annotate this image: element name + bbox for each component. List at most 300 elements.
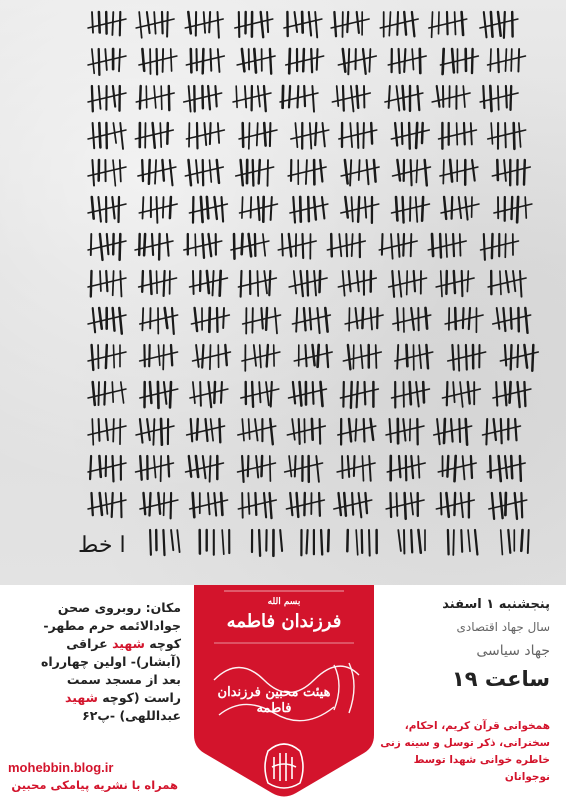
tally-mark xyxy=(365,493,367,513)
tally-mark xyxy=(443,49,444,74)
tally-mark xyxy=(139,12,142,38)
tally-mark xyxy=(164,493,165,515)
tally-mark xyxy=(189,160,192,185)
tally-mark xyxy=(310,308,311,330)
tally-mark xyxy=(418,456,419,478)
tally-mark xyxy=(404,12,406,35)
tally-row xyxy=(88,197,532,223)
tally-mark xyxy=(399,456,400,477)
tally-mark xyxy=(92,345,94,370)
tally-mark xyxy=(350,160,351,186)
tally-mark xyxy=(503,308,505,331)
tally-mark xyxy=(494,419,496,440)
tally-mark xyxy=(257,271,258,296)
tally-mark xyxy=(289,456,291,477)
tally-mark xyxy=(150,382,152,403)
tally-mark xyxy=(93,123,95,148)
tally-mark xyxy=(369,49,370,72)
tally-mark xyxy=(475,530,477,555)
emblem-main-calligraphy: هیئت محبین فرزندان فاطمه xyxy=(204,685,344,717)
tally-mark xyxy=(119,197,120,222)
tally-mark xyxy=(193,493,195,517)
tally-mark xyxy=(121,382,124,403)
tally-row xyxy=(88,493,527,519)
tally-mark xyxy=(358,123,359,148)
tally-mark xyxy=(517,197,518,222)
tally-strike xyxy=(331,19,369,28)
tally-mark xyxy=(348,345,351,369)
tally-mark xyxy=(452,49,454,72)
tally-mark xyxy=(191,49,192,72)
tally-mark xyxy=(446,493,448,517)
tally-mark xyxy=(342,456,343,478)
tally-mark xyxy=(327,345,329,367)
tally-mark xyxy=(270,493,272,518)
tally-mark xyxy=(140,86,141,109)
tally-mark xyxy=(163,345,164,370)
tally-mark xyxy=(312,86,314,112)
event-date: پنجشنبه ۱ اسفند xyxy=(380,597,550,612)
tally-mark xyxy=(411,160,412,185)
tally-mark xyxy=(419,345,421,368)
tally-mark xyxy=(345,160,348,184)
tally-mark xyxy=(504,160,506,181)
tally-mark xyxy=(511,308,512,329)
blog-url-link[interactable]: mohebbin.blog.ir xyxy=(8,760,178,775)
tally-mark xyxy=(163,530,164,555)
tally-mark xyxy=(119,308,122,334)
tally-mark xyxy=(223,308,224,328)
tally-mark xyxy=(468,382,470,404)
tally-mark xyxy=(371,308,373,330)
tally-mark xyxy=(520,271,522,297)
tally-mark xyxy=(239,12,240,37)
tally-mark xyxy=(390,419,391,442)
tally-mark xyxy=(217,160,219,183)
tally-mark xyxy=(208,86,210,109)
tally-mark xyxy=(409,123,410,149)
event-info-section xyxy=(0,585,566,800)
tally-mark xyxy=(455,308,456,329)
tagline: همراه با نشریه پیامکی محبین xyxy=(8,778,178,792)
tally-mark xyxy=(242,419,244,441)
tally-mark xyxy=(188,12,191,33)
tally-mark xyxy=(397,160,400,181)
tally-mark xyxy=(525,197,526,218)
tally-mark xyxy=(315,123,316,145)
tally-mark xyxy=(143,197,144,219)
tally-mark xyxy=(439,12,440,34)
tally-mark xyxy=(331,234,332,256)
tally-mark xyxy=(498,49,499,72)
tally-mark xyxy=(113,419,114,442)
tally-mark xyxy=(321,382,323,406)
tally-mark xyxy=(371,123,372,144)
tally-mark xyxy=(202,345,203,368)
tally-mark xyxy=(177,530,179,552)
tally-mark xyxy=(236,86,237,107)
tally-row xyxy=(88,271,526,297)
location-line-3: کوچه شهید عراقی xyxy=(16,635,181,653)
tally-mark xyxy=(532,345,533,371)
tally-mark xyxy=(524,382,525,406)
tally-mark xyxy=(271,382,272,407)
tally-mark xyxy=(362,456,363,481)
tally-row xyxy=(88,160,530,186)
tally-mark xyxy=(416,160,417,183)
tally-mark xyxy=(119,49,120,71)
tally-mark xyxy=(225,345,227,365)
tally-mark xyxy=(362,530,363,553)
tally-mark xyxy=(310,123,312,149)
tally-mark xyxy=(369,456,371,481)
tally-mark xyxy=(295,123,297,147)
tally-mark xyxy=(313,345,315,365)
tally-mark xyxy=(92,49,94,73)
tally-mark xyxy=(363,49,366,74)
tally-mark xyxy=(452,197,453,219)
tally-row xyxy=(88,308,531,334)
tally-mark xyxy=(120,123,123,149)
tally-mark xyxy=(444,419,445,443)
tally-mark xyxy=(411,234,412,256)
tally-mark xyxy=(314,197,316,220)
program-line-1: همخوانی قرآن کریم، احکام، xyxy=(375,718,550,735)
tally-mark xyxy=(139,234,140,255)
tally-mark xyxy=(440,234,441,258)
tally-row xyxy=(88,234,519,260)
tally-mark xyxy=(170,382,171,408)
tally-mark xyxy=(524,160,525,185)
tally-mark xyxy=(264,86,266,111)
tally-mark xyxy=(518,382,520,407)
tally-mark xyxy=(309,12,311,36)
tally-mark xyxy=(467,271,468,292)
tally-mark xyxy=(484,12,487,37)
tally-mark xyxy=(447,382,448,405)
tally-mark xyxy=(352,197,353,222)
tally-mark xyxy=(161,456,162,481)
tally-mark xyxy=(120,271,121,297)
tally-mark xyxy=(300,197,301,222)
tally-mark xyxy=(392,271,394,297)
tally-mark xyxy=(443,160,444,184)
tally-mark xyxy=(90,456,91,479)
tally-mark xyxy=(500,271,501,294)
tally-mark xyxy=(219,419,220,442)
tally-mark xyxy=(437,86,440,107)
tally-mark xyxy=(505,493,506,515)
tally-mark xyxy=(420,49,421,73)
location-line-2: جوادالائمه حرم مطهر- xyxy=(16,617,181,635)
tally-mark xyxy=(397,493,398,516)
tally-mark xyxy=(441,493,442,515)
tally-mark xyxy=(514,123,515,149)
tally-mark xyxy=(99,86,101,109)
tally-mark xyxy=(170,160,173,185)
tally-mark xyxy=(153,419,154,445)
tally-mark xyxy=(268,160,269,186)
tally-mark xyxy=(450,160,452,182)
tally-mark xyxy=(521,493,522,517)
tally-mark xyxy=(432,12,433,37)
tally-mark xyxy=(374,160,376,182)
tally-mark xyxy=(348,49,349,74)
tally-mark xyxy=(357,271,359,291)
tally-mark xyxy=(362,308,363,328)
tally-mark xyxy=(492,493,494,519)
tally-mark xyxy=(460,234,461,256)
tally-mark xyxy=(411,456,413,478)
tally-mark xyxy=(347,530,348,551)
tally-mark xyxy=(317,308,319,333)
tally-mark xyxy=(321,530,322,555)
tally-mark xyxy=(158,382,159,408)
tally-mark xyxy=(200,382,201,406)
location-block xyxy=(16,599,181,725)
year-slogan: سال جهاد اقتصادی xyxy=(380,620,550,634)
tally-mark xyxy=(245,86,246,108)
tally-row xyxy=(88,382,531,408)
tally-mark xyxy=(269,271,270,295)
tally-mark xyxy=(167,12,168,37)
tally-mark xyxy=(339,493,341,515)
tally-mark xyxy=(441,271,442,297)
tally-mark xyxy=(344,493,346,516)
tally-mark xyxy=(157,49,158,74)
tally-mark xyxy=(283,86,284,108)
tally-mark xyxy=(511,86,512,110)
tally-mark xyxy=(365,382,366,404)
tally-mark xyxy=(140,419,143,443)
location-line-7: عبداللهی) -پ۶۲ xyxy=(16,707,181,725)
tally-mark xyxy=(168,456,169,477)
tally-mark xyxy=(320,160,322,182)
tally-mark xyxy=(423,382,424,402)
tally-mark xyxy=(163,49,164,72)
tally-mark xyxy=(491,123,492,144)
tally-mark xyxy=(113,308,115,331)
tally-mark xyxy=(511,456,512,478)
tally-mark xyxy=(99,12,100,33)
tally-mark xyxy=(496,382,497,406)
tally-mark xyxy=(92,160,94,186)
tally-mark xyxy=(402,123,403,144)
tally-mark xyxy=(448,530,449,554)
tally-mark xyxy=(352,234,353,256)
tally-mark xyxy=(525,308,527,333)
tally-mark xyxy=(242,493,243,518)
tally-mark xyxy=(275,308,277,333)
tally-mark xyxy=(249,419,250,439)
tally-mark xyxy=(497,160,498,180)
tally-mark xyxy=(351,86,354,111)
tally-mark xyxy=(171,493,172,518)
tally-mark xyxy=(376,345,377,368)
tally-mark xyxy=(251,197,252,218)
tally-row xyxy=(88,345,538,371)
tally-mark xyxy=(382,234,383,255)
tally-mark xyxy=(144,493,146,514)
tally-mark xyxy=(297,493,299,517)
tally-mark xyxy=(93,382,95,405)
tally-mark xyxy=(453,234,454,256)
tally-mark xyxy=(171,345,172,365)
tally-mark xyxy=(105,49,107,70)
tally-mark xyxy=(322,197,324,219)
tally-mark xyxy=(328,530,329,551)
tally-mark xyxy=(140,456,142,480)
location-line-4: (آبشار)- اولین چهارراه xyxy=(16,653,181,671)
tally-mark xyxy=(120,234,121,260)
tally-mark xyxy=(203,160,204,185)
tally-strike xyxy=(440,167,478,176)
tally-mark xyxy=(264,271,267,293)
tally-mark xyxy=(147,419,150,440)
tally-mark xyxy=(241,271,242,297)
tally-mark xyxy=(162,12,163,33)
tally-mark xyxy=(298,86,299,108)
tally-mark xyxy=(369,530,370,556)
tally-mark xyxy=(518,49,519,72)
tally-mark xyxy=(294,271,296,294)
tally-mark xyxy=(196,456,198,477)
tally-mark xyxy=(242,197,243,218)
tally-mark xyxy=(189,456,191,477)
tally-mark xyxy=(99,382,100,405)
tally-mark xyxy=(311,49,312,72)
tally-mark xyxy=(350,123,352,147)
tally-mark xyxy=(209,234,212,256)
tally-mark xyxy=(253,160,254,186)
tally-mark xyxy=(99,308,102,329)
tally-mark xyxy=(302,12,303,33)
tally-mark xyxy=(167,123,168,144)
tally-mark xyxy=(462,12,464,35)
tally-mark xyxy=(296,308,297,332)
tally-row xyxy=(150,530,529,556)
tally-mark xyxy=(426,345,428,368)
tally-mark xyxy=(195,234,196,256)
tally-mark xyxy=(314,271,316,295)
tally-mark xyxy=(364,419,365,442)
tally-mark xyxy=(270,123,271,146)
tally-mark xyxy=(515,493,517,519)
tally-mark xyxy=(150,271,151,294)
tally-mark xyxy=(214,197,217,219)
tally-mark xyxy=(317,49,318,70)
tally-mark xyxy=(149,160,150,184)
tally-mark xyxy=(248,456,249,476)
tally-mark xyxy=(471,123,472,144)
tally-mark xyxy=(196,345,199,367)
tally-mark xyxy=(193,271,194,294)
tally-mark xyxy=(398,530,401,551)
tally-mark xyxy=(106,493,108,514)
tally-mark xyxy=(100,271,101,291)
tally-mark xyxy=(167,234,169,256)
tally-mark xyxy=(348,456,349,477)
tally-mark xyxy=(407,345,408,366)
event-time: ساعت ۱۹ xyxy=(380,667,550,691)
tally-mark xyxy=(210,456,211,482)
tally-mark xyxy=(170,197,171,218)
tally-mark xyxy=(207,197,208,218)
tally-mark xyxy=(270,456,271,481)
tally-mark xyxy=(218,49,220,72)
tally-mark xyxy=(171,530,173,550)
tally-mark xyxy=(528,530,529,553)
tally-mark xyxy=(114,345,115,368)
tally-mark xyxy=(218,12,219,38)
tally-mark xyxy=(254,345,256,366)
tally-mark xyxy=(359,493,362,517)
tally-mark xyxy=(447,456,448,477)
tally-mark xyxy=(217,308,218,332)
tally-mark xyxy=(112,12,113,35)
tally-mark xyxy=(150,530,151,555)
tally-mark xyxy=(209,382,212,407)
tally-mark xyxy=(343,49,346,72)
tally-mark xyxy=(113,160,115,186)
wall-signature: ا خط xyxy=(78,533,126,558)
tally-mark xyxy=(210,160,212,182)
tally-mark xyxy=(359,160,360,180)
tally-mark xyxy=(259,382,260,402)
tally-mark xyxy=(505,382,507,405)
tally-row xyxy=(88,86,518,112)
tally-mark xyxy=(367,160,369,184)
emblem-top-small: بسم الله xyxy=(244,597,324,607)
tally-mark xyxy=(222,197,224,222)
tally-mark xyxy=(267,12,268,32)
tally-mark xyxy=(389,86,390,108)
tally-mark xyxy=(222,530,224,554)
tally-mark xyxy=(172,308,174,334)
tally-mark xyxy=(307,530,308,553)
tally-mark xyxy=(259,530,260,556)
tally-mark xyxy=(510,382,511,403)
tally-mark xyxy=(468,530,470,551)
tally-mark xyxy=(471,456,472,478)
tally-mark xyxy=(497,308,500,329)
tally-mark xyxy=(280,530,282,551)
tally-mark xyxy=(363,123,364,148)
heyat-emblem xyxy=(184,585,384,800)
tally-mark xyxy=(463,456,465,479)
tally-mark xyxy=(501,530,503,555)
tally-mark xyxy=(356,308,358,328)
tally-mark xyxy=(515,419,516,440)
tally-mark xyxy=(422,197,423,221)
tally-mark xyxy=(92,86,93,111)
program-list xyxy=(375,718,550,786)
tally-mark xyxy=(160,123,161,147)
tally-mark xyxy=(214,493,216,516)
tally-mark xyxy=(343,86,344,111)
tally-mark xyxy=(149,345,150,366)
tally-mark xyxy=(264,123,265,146)
tally-mark xyxy=(270,419,273,444)
tally-mark xyxy=(397,345,398,369)
tally-mark xyxy=(465,197,467,220)
tally-mark xyxy=(412,12,415,36)
tally-mark xyxy=(404,308,405,332)
location-line-5: بعد از مسجد سمت xyxy=(16,671,181,689)
tally-mark xyxy=(416,123,417,148)
program-line-2: سخنرانی، ذکر توسل و سینه زنی xyxy=(375,735,550,752)
tally-mark xyxy=(444,197,446,219)
